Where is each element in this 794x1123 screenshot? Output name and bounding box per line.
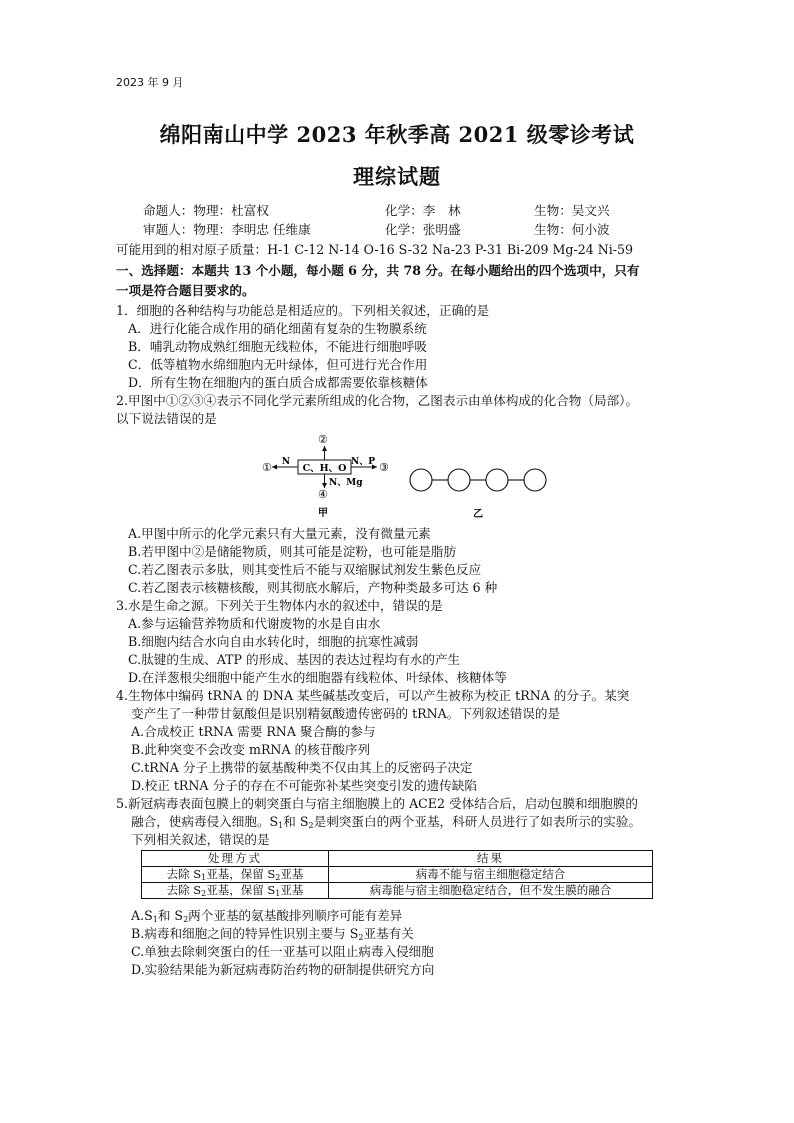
- exam-date: 2023 年 9 月: [116, 76, 184, 89]
- q5-stem: 5.新冠病毒表面包膜上的刺突蛋白与宿主细胞膜上的 ACE2 受体结合后，启动包膜和细胞膜的: [116, 796, 638, 811]
- svg-text:N、Mg: N、Mg: [329, 478, 363, 488]
- exam-title: 绵阳南山中学 2023 年秋季高 2021 级零诊考试: [159, 122, 635, 147]
- compound-3: ③: [379, 461, 389, 474]
- q5-option-b: B.病毒和细胞之间的特异性识别主要与 $S_2$亚基有关: [131, 926, 414, 942]
- q3-option-d: D.在洋葱根尖细胞中能产生水的细胞器有线粒体、叶绿体、核糖体等: [128, 670, 507, 685]
- table-header-row: [142, 851, 653, 867]
- q5-option-d: D.实验结果能为新冠病毒防治药物的研制提供研究方向: [131, 962, 435, 977]
- q2-diagram: [260, 430, 560, 522]
- label-jia: 甲: [318, 508, 328, 519]
- q2-stem: 2.甲图中①②③④表示不同化学元素所组成的化合物，乙图表示由单体构成的化合物（局部）。: [116, 393, 639, 408]
- reviewers-label: 审题人：物理：李明忠 任维康: [143, 222, 311, 237]
- q1-stem: 1．细胞的各种结构与功能总是相适应的。下列相关叙述，正确的是: [116, 303, 490, 318]
- q4-option-c: C.tRNA 分子上携带的氨基酸种类不仅由其上的反密码子决定: [131, 760, 473, 775]
- q1-option-b: B．哺乳动物成熟红细胞无线粒体，不能进行细胞呼吸: [128, 339, 427, 354]
- proposers-chem: 化学：李 林: [385, 203, 461, 218]
- proposers-label: 命题人：物理：杜富权: [143, 203, 269, 218]
- table-cell: 去除 $S_2$亚基，保留 $S_1$亚基: [142, 883, 329, 899]
- section-heading: 一、选择题：本题共 13 个小题，每小题 6 分，共 78 分。在每小题给出的四个选项中，只有: [116, 263, 640, 278]
- q2-option-c: C.若乙图表示多肽，则其变性后不能与双缩脲试剂发生紫色反应: [128, 562, 482, 577]
- q1-option-d: D．所有生物在细胞内的蛋白质合成都需要依靠核糖体: [128, 375, 428, 390]
- exam-subtitle: 理综试题: [353, 164, 441, 189]
- table-cell: 病毒能与宿主细胞稳定结合，但不发生膜的融合: [329, 883, 653, 899]
- table-cell: 病毒不能与宿主细胞稳定结合: [329, 867, 653, 883]
- compound-4: ④: [318, 488, 328, 501]
- q3-option-c: C.肽键的生成、ATP 的形成、基因的表达过程均有水的产生: [128, 652, 461, 667]
- diagram-jia: [262, 433, 389, 519]
- compound-2: ②: [318, 433, 328, 446]
- q2-option-d: C.若乙图表示核糖核酸，则其彻底水解后，产物种类最多可达 6 种: [128, 580, 498, 595]
- q1-option-a: A．进行化能合成作用的硝化细菌有复杂的生物膜系统: [128, 321, 427, 336]
- table-cell: 去除 $S_1$亚基，保留 $S_2$亚基: [142, 867, 329, 883]
- q5-option-c: C.单独去除刺突蛋白的任一亚基可以阻止病毒入侵细胞: [131, 944, 434, 959]
- q4-option-a: A.合成校正 tRNA 需要 RNA 聚合酶的参与: [131, 724, 376, 739]
- q1-option-c: C．低等植物水绵细胞内无叶绿体，但可进行光合作用: [128, 357, 428, 372]
- q4-stem: 4.生物体中编码 tRNA 的 DNA 某些碱基改变后，可以产生被称为校正 tRNA 的分子。某突: [116, 688, 630, 703]
- reviewers-chem: 化学：张明盛: [385, 222, 461, 237]
- q4-option-b: B.此种突变不会改变 mRNA 的核苷酸序列: [131, 742, 371, 757]
- q3-option-b: B.细胞内结合水向自由水转化时，细胞的抗寒性减弱: [128, 634, 419, 649]
- q4-stem-cont: 变产生了一种带甘氨酸但是识别精氨酸遗传密码的 tRNA。下列叙述错误的是: [131, 706, 561, 721]
- reviewers-bio: 生物：何小波: [534, 222, 610, 237]
- q5-stem-cont2: 下列相关叙述，错误的是: [131, 832, 270, 847]
- q2-option-b: B.若甲图中②是储能物质，则其可能是淀粉，也可能是脂肪: [128, 544, 457, 559]
- svg-text:N: N: [281, 457, 291, 467]
- atomic-masses: 可能用到的相对原子质量：H-1 C-12 N-14 O-16 S-32 Na-23 P-31 Bi-209 Mg-24 Ni-59: [116, 242, 634, 257]
- table-row: [142, 883, 653, 899]
- section-heading-cont: 一项是符合题目要求的。: [116, 283, 255, 298]
- diagram-yi: [410, 469, 546, 491]
- proposers-bio: 生物：吴文兴: [534, 203, 610, 218]
- table-header: 处理方式: [142, 851, 329, 867]
- q3-stem: 3.水是生命之源。下列关于生物体内水的叙述中，错误的是: [116, 598, 443, 613]
- q2-stem-cont: 以下说法错误的是: [116, 411, 217, 426]
- table-header: 结果: [329, 851, 653, 867]
- q2-option-a: A.甲图中所示的化学元素只有大量元素，没有微量元素: [128, 526, 431, 541]
- experiment-table: [141, 850, 653, 899]
- box-label: C、H、O: [302, 463, 347, 474]
- table-row: [142, 867, 653, 883]
- q5-option-a: $A.S_1$和 $S_2$两个亚基的氨基酸排列顺序可能有差异: [131, 908, 403, 924]
- compound-1: ①: [262, 461, 272, 474]
- q3-option-a: A.参与运输营养物质和代谢废物的水是自由水: [128, 616, 381, 631]
- q5-stem-cont: 融合，使病毒侵入细胞。$S_1$和 $S_2$是刺突蛋白的两个亚基，科研人员进行了如表所示的实验。: [131, 814, 642, 830]
- svg-text:N、P: N、P: [351, 457, 375, 467]
- q4-option-d: D.校正 tRNA 分子的存在不可能弥补某些突变引发的遗传缺陷: [131, 778, 477, 793]
- label-yi: 乙: [473, 509, 483, 520]
